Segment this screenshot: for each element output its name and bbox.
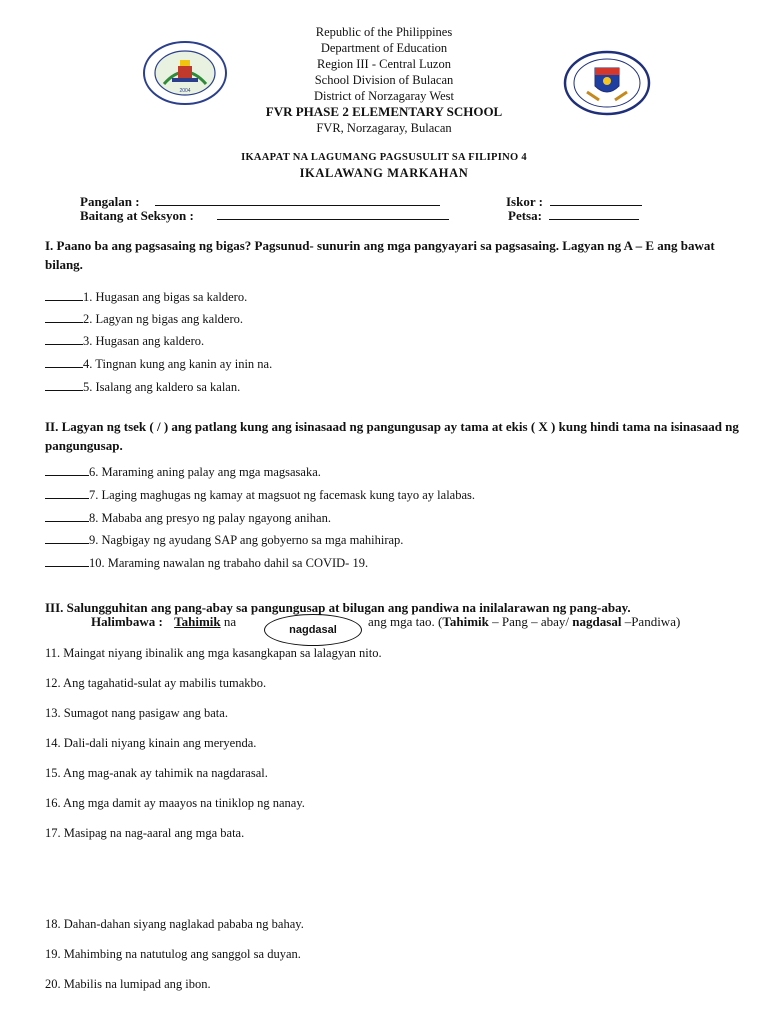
header-line: Department of Education	[320, 41, 448, 55]
name-blank[interactable]	[155, 194, 440, 206]
list-item: 19. Mahimbing na natutulog ang sanggol sa duyan.	[45, 947, 301, 961]
list-item: 5. Isalang ang kaldero sa kalan.	[45, 379, 240, 395]
list-item: 3. Hugasan ang kaldero.	[45, 333, 204, 349]
grade-section-field[interactable]	[80, 208, 449, 224]
score-blank[interactable]	[550, 194, 642, 206]
grade-section-label: Baitang at Seksyon :	[80, 208, 194, 223]
exam-title: IKAAPAT NA LAGUMANG PAGSUSULIT SA FILIPINO 4	[241, 152, 527, 163]
exam-quarter: IKALAWANG MARKAHAN	[299, 166, 469, 180]
school-address: FVR, Norzagaray, Bulacan	[316, 121, 452, 135]
list-item: 14. Dali-dali niyang kinain ang meryenda.	[45, 736, 257, 750]
list-item: 1. Hugasan ang bigas sa kaldero.	[45, 289, 247, 305]
answer-blank[interactable]	[45, 333, 83, 345]
list-item: 20. Mabilis na lumipad ang ibon.	[45, 977, 211, 991]
exam-title-block	[0, 151, 768, 181]
header-line: District of Norzagaray West	[313, 89, 455, 103]
date-field[interactable]	[508, 208, 639, 224]
example-label: Halimbawa :	[91, 614, 163, 629]
svg-text:2004: 2004	[179, 88, 191, 94]
list-item: 16. Ang mga damit ay maayos na tiniklop ng nanay.	[45, 796, 305, 810]
score-label: Iskor :	[506, 194, 543, 209]
answer-blank[interactable]	[45, 379, 83, 391]
list-item: 7. Laging maghugas ng kamay at magsuot ng facemask kung tayo ay lalabas.	[45, 487, 475, 503]
list-item: 10. Maraming nawalan ng trabaho dahil sa COVID- 19.	[45, 555, 368, 571]
answer-blank[interactable]	[45, 464, 89, 476]
answer-blank[interactable]	[45, 311, 83, 323]
name-label: Pangalan :	[80, 194, 140, 209]
date-label: Petsa:	[508, 208, 542, 223]
answer-blank[interactable]	[45, 356, 83, 368]
header-line: Region III - Central Luzon	[317, 57, 451, 71]
answer-blank[interactable]	[45, 555, 89, 567]
answer-blank[interactable]	[45, 487, 89, 499]
list-item: 13. Sumagot nang pasigaw ang bata.	[45, 706, 228, 720]
example-verb-circle: nagdasal	[264, 614, 362, 646]
list-item: 6. Maraming aning palay ang mga magsasaka.	[45, 464, 321, 480]
part1-instruction: I. Paano ba ang pagsasaing ng bigas? Pagsunud- sunurin ang mga pangyayari sa pagsasaing. Lagyan ng A – E ang bawat bilang.	[45, 238, 715, 272]
list-item: 12. Ang tagahatid-sulat ay mabilis tumakbo.	[45, 676, 267, 690]
list-item: 4. Tingnan kung ang kanin ay inin na.	[45, 356, 272, 372]
list-item: 15. Ang mag-anak ay tahimik na nagdarasal.	[45, 766, 268, 780]
header-line: Republic of the Philippines	[315, 25, 453, 39]
example-rest: ang mga tao. (Tahimik – Pang – abay/ nagdasal –Pandiwa)	[368, 614, 681, 629]
part3-instruction: III. Salungguhitan ang pang-abay sa pangungusap at bilugan ang pandiwa na inilalarawan ng pang-abay.	[45, 600, 631, 615]
letterhead	[0, 24, 768, 136]
list-item: 11. Maingat niyang ibinalik ang mga kasangkapan sa lalagyan nito.	[45, 646, 382, 660]
part2-instruction: II. Lagyan ng tsek ( / ) ang patlang kung ang isinasaad ng pangungusap ay tama at ekis ( X ) kung hindi tama na isinasaad ng pangungusap.	[45, 419, 739, 453]
list-item: 9. Nagbigay ng ayudang SAP ang gobyerno sa mga mahihirap.	[45, 532, 403, 548]
example-adverb: Tahimik	[174, 614, 221, 629]
list-item: 17. Masipag na nag-aaral ang mga bata.	[45, 826, 245, 840]
answer-blank[interactable]	[45, 510, 89, 522]
answer-blank[interactable]	[45, 532, 89, 544]
list-item: 8. Mababa ang presyo ng palay ngayong anihan.	[45, 510, 331, 526]
answer-blank[interactable]	[45, 289, 83, 301]
date-blank[interactable]	[549, 208, 639, 220]
school-name: FVR PHASE 2 ELEMENTARY SCHOOL	[265, 104, 503, 119]
list-item: 2. Lagyan ng bigas ang kaldero.	[45, 311, 243, 327]
example-na: na	[223, 614, 237, 629]
example-key-verb: nagdasal	[572, 614, 622, 629]
example-key-adverb: Tahimik	[442, 614, 489, 629]
example-line	[91, 614, 236, 630]
list-item: 18. Dahan-dahan siyang naglakad pababa ng bahay.	[45, 917, 304, 931]
header-line: School Division of Bulacan	[314, 73, 454, 87]
grade-section-blank[interactable]	[217, 208, 449, 220]
